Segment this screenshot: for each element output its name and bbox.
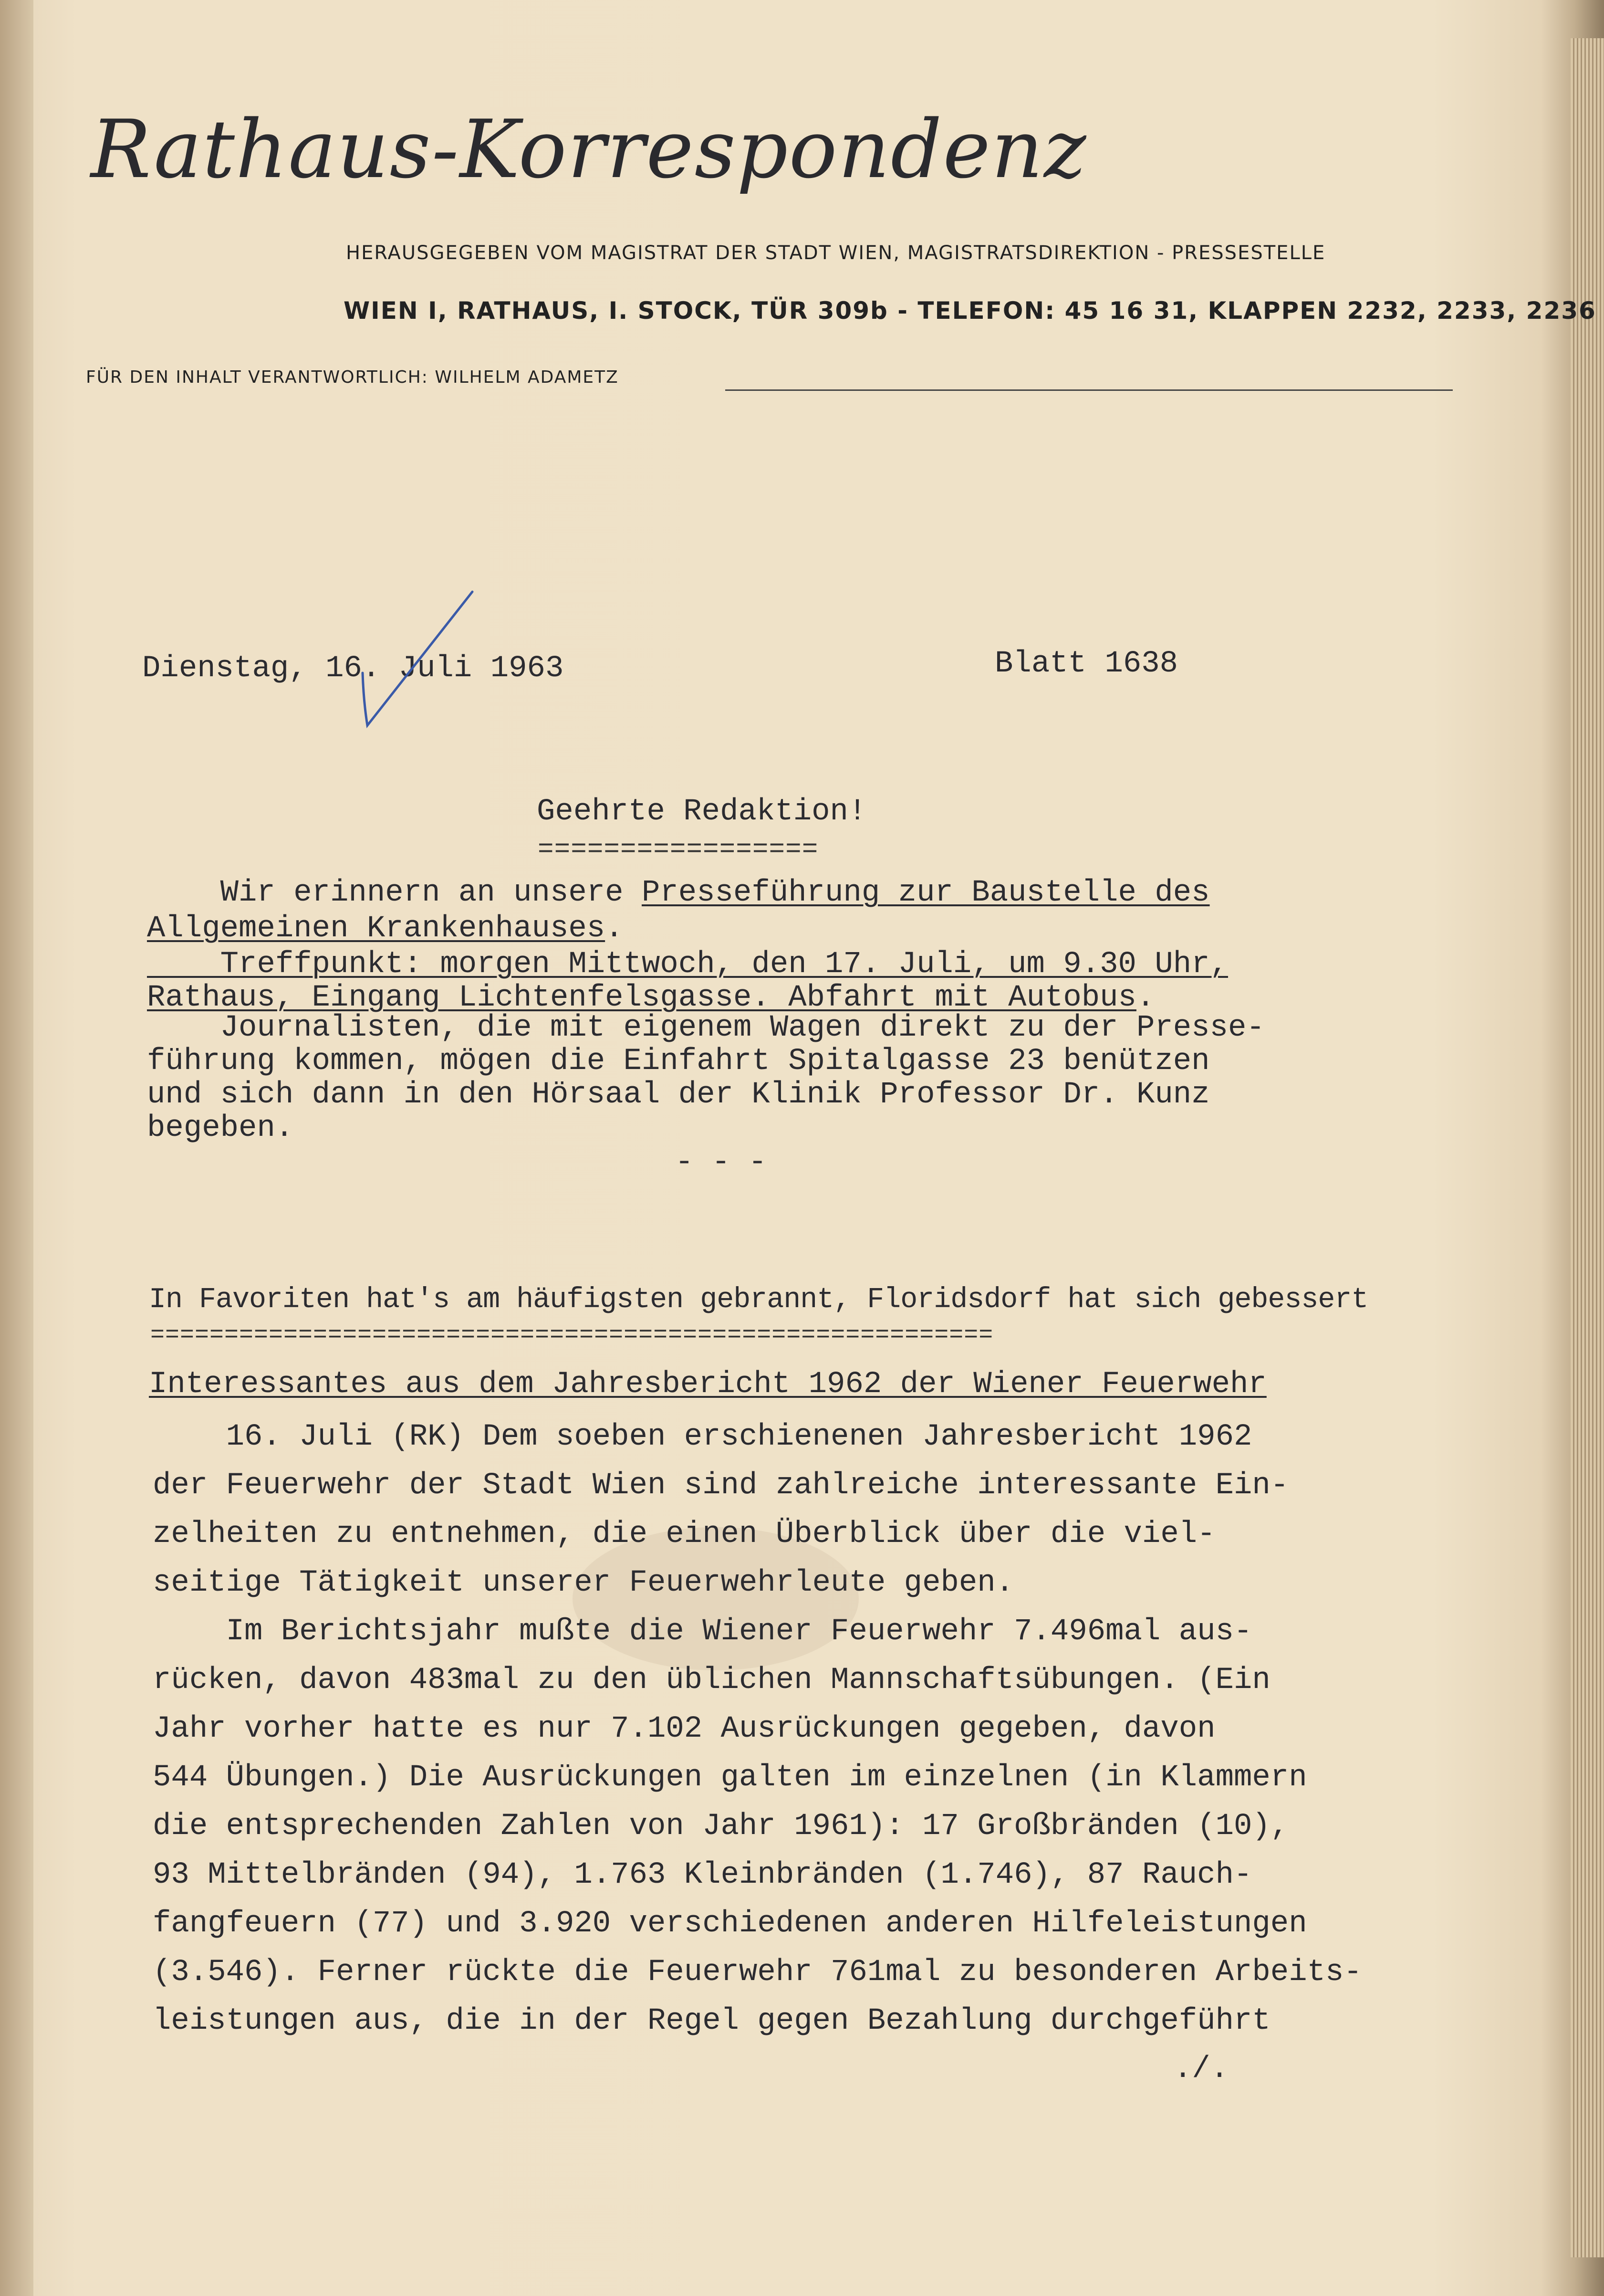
notice-underlined-meeting: Treffpunkt: morgen Mittwoch, den 17. Juli, um 9.30 Uhr, — [147, 947, 1228, 982]
notice-line-4-period: . — [1136, 981, 1155, 1015]
article-line-6: rücken, davon 483mal zu den üblichen Mannschaftsübungen. (Ein — [153, 1663, 1271, 1698]
article-line-2: der Feuerwehr der Stadt Wien sind zahlreiche interessante Ein- — [153, 1468, 1289, 1503]
article-line-12: (3.546). Ferner rückte die Feuerwehr 761mal zu besonderen Arbeits- — [153, 1955, 1362, 1990]
article-line-11: fangfeuern (77) und 3.920 verschiedenen anderen Hilfeleistungen — [153, 1907, 1307, 1941]
notice-line-1-text: Wir erinnern an unsere — [147, 876, 642, 910]
notice-line-3 — [147, 947, 1228, 982]
notice-line-6: führung kommen, mögen die Einfahrt Spitalgasse 23 benützen — [147, 1044, 1210, 1079]
notice-underlined-event: Presseführung zur Baustelle des — [641, 876, 1210, 910]
article-headline: In Favoriten hat's am häufigsten gebrannt, Floridsdorf hat sich gebessert — [149, 1284, 1368, 1316]
notice-line-4 — [147, 981, 1155, 1015]
continuation-mark: ./. — [1174, 2052, 1229, 2086]
article-line-3: zelheiten zu entnehmen, die einen Überblick über die viel- — [153, 1517, 1216, 1552]
notice-line-2 — [147, 912, 624, 946]
article-line-10: 93 Mittelbränden (94), 1.763 Kleinbränden (1.746), 87 Rauch- — [153, 1858, 1252, 1892]
page-stack-edges — [1571, 38, 1604, 2257]
letterhead-address: WIEN I, RATHAUS, I. STOCK, TÜR 309b - TELEFON: 45 16 31, KLAPPEN 2232, 2233, 2236 — [344, 297, 1596, 325]
article-subheadline: Interessantes aus dem Jahresbericht 1962 der Wiener Feuerwehr — [149, 1367, 1267, 1402]
date-line: Dienstag, 16. Juli 1963 — [142, 651, 564, 686]
article-line-7: Jahr vorher hatte es nur 7.102 Ausrückungen gegeben, davon — [153, 1712, 1216, 1746]
notice-line-2-period: . — [605, 912, 624, 946]
section-separator: - - - — [675, 1145, 767, 1180]
notice-line-7: und sich dann in den Hörsaal der Klinik Professor Dr. Kunz — [147, 1078, 1210, 1112]
letterhead-publisher: HERAUSGEGEBEN VOM MAGISTRAT DER STADT WIEN, MAGISTRATSDIREKTION - PRESSESTELLE — [346, 242, 1326, 264]
article-line-5: Im Berichtsjahr mußte die Wiener Feuerwehr 7.496mal aus- — [153, 1615, 1252, 1649]
article-line-8: 544 Übungen.) Die Ausrückungen galten im einzelnen (in Klammern — [153, 1761, 1307, 1795]
headline-double-underline: ========================================================= — [150, 1322, 994, 1349]
notice-underlined-hospital: Allgemeinen Krankenhauses — [147, 912, 605, 946]
notice-line-8: begeben. — [147, 1111, 294, 1145]
book-binding — [0, 0, 33, 2296]
article-line-1: 16. Juli (RK) Dem soeben erschienenen Jahresbericht 1962 — [153, 1420, 1252, 1454]
article-line-9: die entsprechenden Zahlen von Jahr 1961): 17 Großbränden (10), — [153, 1809, 1289, 1844]
letterhead-title: Rathaus-Korrespondenz — [91, 103, 1087, 196]
notice-underlined-location: Rathaus, Eingang Lichtenfelsgasse. Abfahrt mit Autobus — [147, 981, 1136, 1015]
article-line-4: seitige Tätigkeit unserer Feuerwehrleute geben. — [153, 1566, 1014, 1600]
notice-heading: Geehrte Redaktion! — [537, 795, 867, 829]
sheet-number: Blatt 1638 — [995, 647, 1178, 681]
letterhead-rule — [725, 389, 1453, 391]
heading-double-underline: ================= — [538, 834, 819, 865]
handwritten-check-mark — [353, 587, 477, 730]
letterhead-responsible: FÜR DEN INHALT VERANTWORTLICH: WILHELM ADAMETZ — [86, 367, 619, 387]
article-line-13: leistungen aus, die in der Regel gegen Bezahlung durchgeführt — [153, 2004, 1271, 2038]
notice-line-5: Journalisten, die mit eigenem Wagen direkt zu der Presse- — [147, 1011, 1265, 1045]
notice-line-1 — [147, 876, 1210, 910]
